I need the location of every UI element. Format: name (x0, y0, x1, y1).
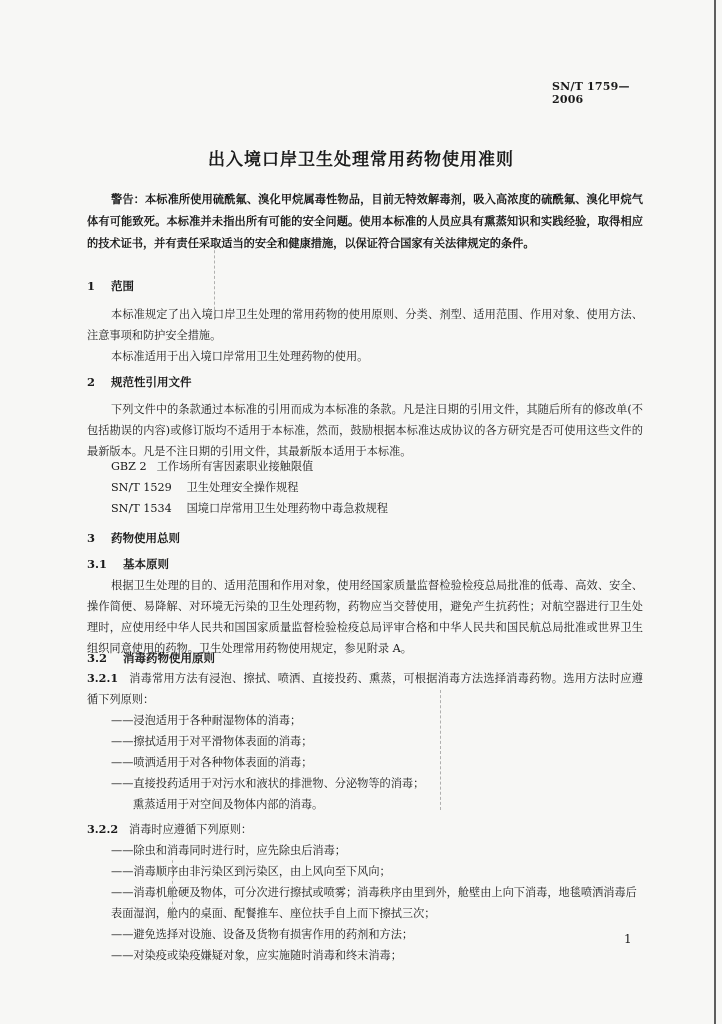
scan-artifact (172, 860, 173, 920)
section-2-heading (87, 374, 192, 390)
list-item: ——除虫和消毒同时进行时，应先除虫后消毒； (111, 844, 346, 857)
subsection-number: 3.2 (87, 651, 108, 665)
list-item: ——浸泡适用于各种耐湿物体的消毒； (111, 714, 302, 727)
subsection-title: 基本原则 (123, 557, 170, 571)
clause-3-2-1 (87, 668, 643, 710)
list-item: 熏蒸适用于对空间及物体内部的消毒。 (133, 798, 324, 811)
subsection-3-1-heading (87, 556, 169, 572)
reference-code: SN/T 1534 (111, 502, 172, 515)
reference-name: 国境口岸常用卫生处理药物中毒急救规程 (186, 502, 388, 515)
list-item: ——避免选择对设施、设备及货物有损害作用的药剂和方法； (111, 928, 414, 941)
warning-paragraph: 警告：本标准所使用硫酰氟、溴化甲烷属毒性物品，目前无特效解毒剂，吸入高浓度的硫酰氟、溴化甲烷气体有可能致死。本标准并未指出所有可能的安全问题。使用本标准的人员应具有熏蒸知识和实践经验，取得相应的技术证书，并有责任采取适当的安全和健康措施，以保证符合国家有关法律规定的条件。 (87, 192, 643, 250)
subsection-3-1-paragraph: 根据卫生处理的目的、适用范围和作用对象，使用经国家质量监督检验检疫总局批准的低毒、高效、安全、操作简便、易降解、对环境无污染的卫生处理药物，药物应当交替使用，避免产生抗药性；对航空器进行卫生处理时，应使用经中华人民共和国国家质量监督检验检疫总局评审合格和中华人民共和国民航总局批准或世界卫生组织同意使用的药物。卫生处理常用药物使用规定，参见附录 A。 (87, 579, 643, 655)
scan-artifact (440, 690, 441, 810)
clause-3-2-2 (87, 819, 643, 840)
section-1-heading (87, 278, 134, 294)
list-item: ——对染疫或染疫嫌疑对象，应实施随时消毒和终末消毒； (111, 949, 402, 962)
section-title: 范围 (111, 279, 135, 293)
subsection-3-2-heading (87, 650, 215, 666)
section-1-paragraph: 本标准适用于出入境口岸常用卫生处理药物的使用。 (111, 350, 369, 363)
list-item: ——消毒机舱硬及物体，可分次进行擦拭或喷雾；消毒秩序由里到外，舱壁由上向下消毒，地毯喷洒消毒后表面湿润，舱内的桌面、配餐推车、座位扶手自上而下擦拭三次； (111, 886, 637, 920)
section-title: 规范性引用文件 (111, 375, 192, 389)
reference-code: SN/T 1529 (111, 481, 172, 494)
list-item: ——喷洒适用于对各种物体表面的消毒； (111, 756, 313, 769)
reference-code: GBZ 2 (111, 460, 147, 473)
reference-item (111, 456, 313, 477)
subsection-number: 3.1 (87, 557, 108, 571)
section-number: 3 (87, 531, 96, 545)
scan-artifact (214, 240, 215, 320)
section-3-heading (87, 530, 180, 546)
list-item: ——擦拭适用于对平滑物体表面的消毒； (111, 735, 313, 748)
clause-number: 3.2.2 (87, 822, 119, 836)
document-title: 出入境口岸卫生处理常用药物使用准则 (208, 150, 514, 170)
page-number: 1 (624, 932, 632, 946)
clause-text: 消毒常用方法有浸泡、擦拭、喷洒、直接投药、熏蒸，可根据消毒方法选择消毒药物。选用方法时应遵循下列原则： (87, 672, 643, 706)
list-item: ——消毒顺序由非污染区到污染区，由上风向至下风向； (111, 865, 391, 878)
section-1-paragraph: 本标准规定了出入境口岸卫生处理的常用药物的使用原则、分类、剂型、适用范围、作用对象、使用方法、注意事项和防护安全措施。 (87, 308, 643, 342)
reference-name: 工作场所有害因素职业接触限值 (156, 460, 314, 473)
reference-item (111, 477, 298, 498)
standard-code: SN/T 1759—2006 (552, 80, 630, 106)
list-item: ——直接投药适用于对污水和液状的排泄物、分泌物等的消毒； (111, 777, 425, 790)
section-number: 2 (87, 375, 96, 389)
subsection-title: 消毒药物使用原则 (123, 651, 216, 665)
section-title: 药物使用总则 (111, 531, 181, 545)
reference-item (111, 498, 388, 519)
clause-text: 消毒时应遵循下列原则： (129, 823, 253, 836)
reference-name: 卫生处理安全操作规程 (186, 481, 299, 494)
section-number: 1 (87, 279, 96, 293)
clause-number: 3.2.1 (87, 671, 119, 685)
section-2-paragraph: 下列文件中的条款通过本标准的引用而成为本标准的条款。凡是注日期的引用文件，其随后所有的修改单(不包括勘误的内容)或修订版均不适用于本标准，然而，鼓励根据本标准达成协议的各方研究是否可使用这些文件的最新版本。凡是不注日期的引用文件，其最新版本适用于本标准。 (87, 403, 643, 458)
